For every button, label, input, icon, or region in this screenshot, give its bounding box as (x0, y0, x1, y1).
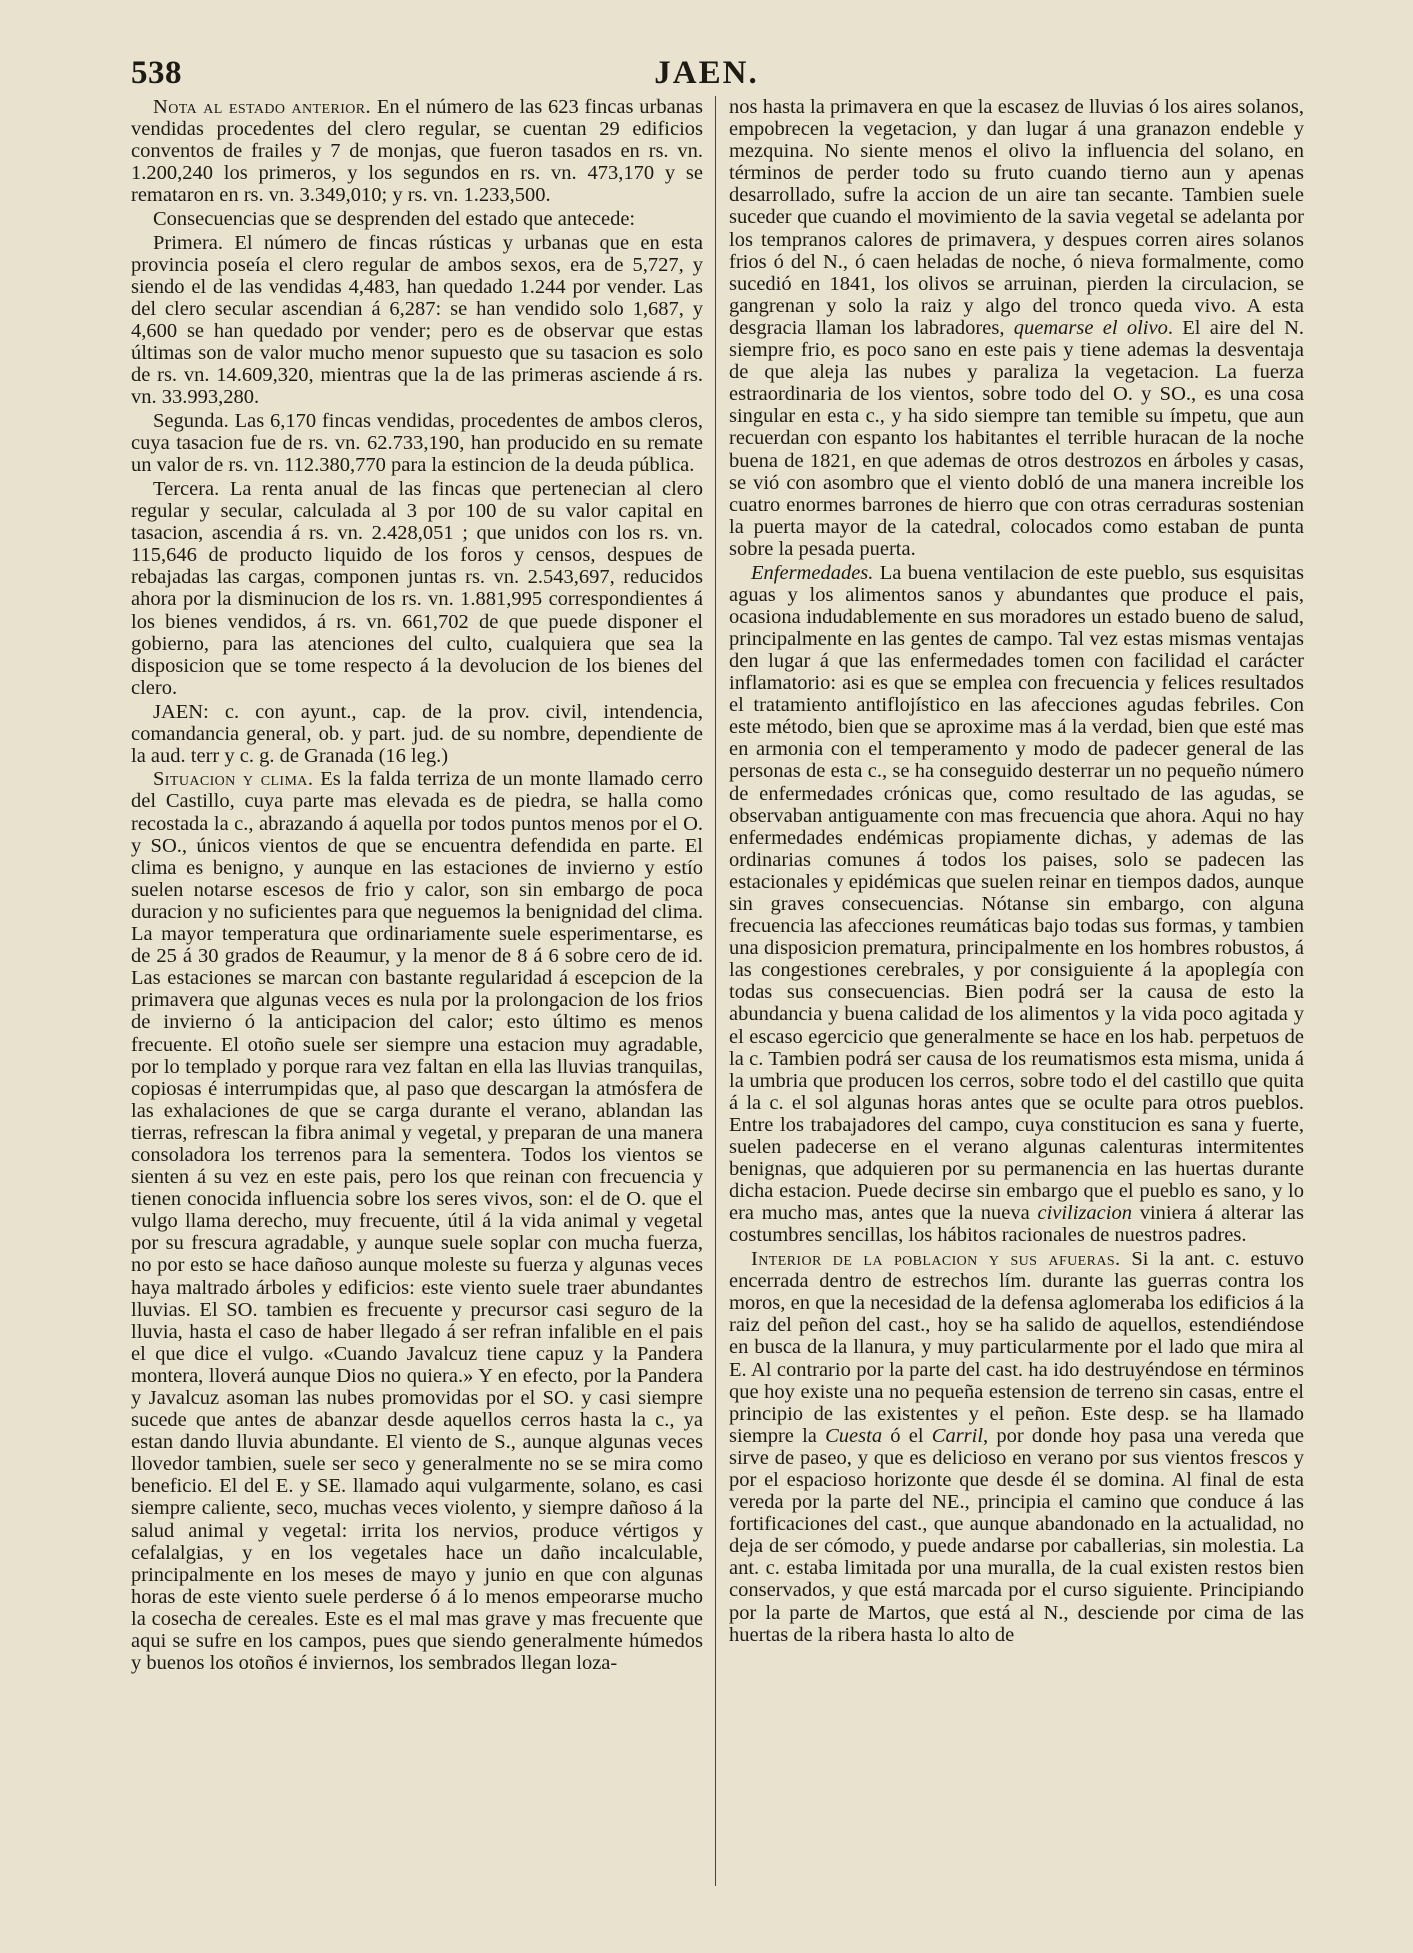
column-divider (715, 96, 716, 1886)
tercera-paragraph: Tercera. La renta anual de las fincas que pertenecian al clero regular y secular, calculada al 3 por 100 de su valor capital en tasacion, ascendia á rs. vn. 2.428,051 ; que unidos con los rs. vn. 115,646 de producto liquido de los foros y censos, despues de rebajadas las cargas, componen juntas rs. vn. 2.543,697, reducidos ahora por la disminucion de los rs. vn. 1.881,995 correspondientes á los bienes vendidos, á rs. vn. 661,702 de que puede disponer el gobierno, para las atenciones del culto, cualquiera que sea la disposicion que se tome respecto á la devolucion de los bienes del clero. (131, 477, 703, 699)
civilizacion-term: civilizacion (1037, 1202, 1132, 1225)
continuation-text: nos hasta la primavera en que la escasez de lluvias ó los aires solanos, empobrecen la vegetacion, y dan lugar á una granazon endeble y mezquina. No siente menos el olivo la influencia del solano, en términos de perder todo su fruto cuando tierno aun y apenas desarrollado, sufre la accion de un aire tan secante. Tambien suele suceder que cuando el movimiento de la savia vegetal se adelanta por los tempranos calores de primavera, y despues corren aires solanos frios ó del N., ó caen heladas de noche, ó nieva formalmente, como sucedió en 1841, los olivos se arruinan, pierden la circulacion, se gangrenan y solo la raiz y algo del tronco queda vivo. A esta desgracia llaman los labradores, (729, 96, 1304, 339)
situacion-heading: Situacion y clima. (153, 768, 314, 791)
interior-text-2: , por donde hoy pasa una vereda que sirve de paseo, y que es delicioso en verano por sus vientos frescos y por el espacioso horizonte que desde él se domina. Al final de esta vereda por la parte del NE., principia el camino que conduce á las fortificaciones del cast., que aunque abandonado en la actualidad, no deja de ser cómodo, y puede andarse por caballerias, sin molestia. La ant. c. estaba limitada por una muralla, de la cual existen restos bien conservados, y que está marcada por el curso siguiente. Principiando por la parte de Martos, que está al N., desciende por cima de las huertas de la ribera hasta lo alto de (729, 1424, 1305, 1646)
nota-paragraph (131, 96, 703, 206)
interior-text: Si la ant. c. estuvo encerrada dentro de estrechos lím. durante las guerras contra los moros, en que la necesidad de la defensa aglomeraba los edificios á la raiz del peñon del cast., hoy se ha salido de aquellos, estendiéndose en busca de la llanura, y muy particularmente por el lado que mira al E. Al contrario por la parte del cast. ha ido destruyéndose en términos que hoy existe una no pequeña estension de terreno sin casas, entre el principio de las existentes y el peñon. Este desp. se ha llamado siempre la (729, 1248, 1305, 1447)
situacion-paragraph (131, 768, 703, 1674)
segunda-paragraph: Segunda. Las 6,170 fincas vendidas, procedentes de ambos cleros, cuya tasacion fue de rs. vn. 62.733,190, han producido en su remate un valor de rs. vn. 112.380,770 para la estincion de la deuda pública. (131, 410, 703, 477)
jaen-entry: JAEN: c. con ayunt., cap. de la prov. civil, intendencia, comandancia general, ob. y part. jud. de su nombre, dependiente de la aud. terr y c. g. de Granada (16 leg.) (131, 700, 703, 767)
consecuencias-paragraph: Consecuencias que se desprenden del estado que antecede: (153, 208, 636, 231)
continuation-paragraph (729, 96, 1304, 560)
interior-heading: Interior de la poblacion y sus afueras. (751, 1248, 1121, 1271)
quemarse-term: quemarse el olivo (1013, 316, 1168, 339)
right-column (729, 96, 1304, 1647)
page-title: JAEN. (654, 55, 759, 91)
nota-heading: Nota al estado anterior. (153, 96, 372, 118)
enfermedades-heading: Enfermedades. (751, 561, 874, 584)
nota-text: En el número de las 623 fincas urbanas vendidas procedentes del clero regular, se cuentan 29 edificios conventos de frailes y 7 de monjas, que fueron tasados en rs. vn. 1.200,240 los primeros, y los segundos en rs. vn. 473,170 y se remataron en rs. vn. 3.349,010; y rs. vn. 1.233,500. (131, 96, 704, 207)
enfermedades-text: La buena ventilacion de este pueblo, sus esquisitas aguas y los alimentos sanos y abundantes que produce el pais, ocasiona indudablemente en sus moradores un estado bueno de salud, principalmente en las gentes de campo. Tal vez estas mismas ventajas den lugar á que las enfermedades tomen con facilidad el carácter inflamatorio: asi es que se emplea con frecuencia y felices resultados el tratamiento antiflojístico en las afecciones agudas febriles. Con este método, bien que se aproxime mas á la verdad, bien que esté mas en armonia con el temperamento y modo de padecer general de las personas de esta c., se ha conseguido desterrar un no pequeño número de enfermedades crónicas que, como resultado de las agudas, se observaban antiguamente con mas frecuencia que ahora. Aqui no hay enfermedades endémicas propiamente dichas, y ademas de las ordinarias comunes á todos los paises, solo se padecen las estacionales y epidémicas que suelen reinar en tiempos dados, aunque sin graves consecuencias. Nótanse sin embargo, con alguna frecuencia las afecciones reumáticas bajo todas sus formas, y tambien una disposicion prematura, principalmente en los hombres robustos, á las congestiones cerebrales, y por consiguiente á la apoplegía con todas sus consecuencias. Bien podrá ser la causa de esto la abundancia y buena calidad de los alimentos y la vida poco agitada y el escaso egercicio que generalmente se hace en los hab. perpetuos de la c. Tambien podrá ser causa de los reumatismos esta misma, unida á la umbria que producen los cerros, sobre todo el del castillo que quita á la c. el sol algunas horas antes que se oculte para otros pueblos. Entre los trabajadores del campo, cuya constitucion es sana y fuerte, suelen padecerse en el verano algunas calenturas intermitentes benignas, que adquieren por su permanencia en las huertas durante dicha estacion. Puede decirse sin embargo que el pueblo es sano, y lo era mucho mas, antes que la nueva (729, 561, 1304, 1225)
page-number: 538 (131, 55, 182, 91)
enfermedades-text-2: viniera á alterar las costumbres sencillas, los hábitos racionales de nuestros padres. (729, 1202, 1304, 1247)
continuation-text-2: . El aire del N. siempre frio, es poco sano en este pais y tiene ademas la desventaja de que aleja las nubes y paraliza la vegetacion. La fuerza estraordinaria de los vientos, sobre todo del O. y SO., es una cosa singular en esta c., y ha sido siempre tan temible su ímpetu, que aun recuerdan con espanto los habitantes el terrible huracan de la noche buena de 1821, en que ademas de otros destrozos en árboles y casas, se vió con asombro que el viento dobló de una manera increible los cuatro enormes barrones de hierro que con otras cerraduras sostenian la puerta mayor de la catedral, colocados como estaban de punta sobre la pesada puerta. (729, 316, 1305, 560)
primera-paragraph: Primera. El número de fincas rústicas y urbanas que en esta provincia poseía el clero regular de ambos sexos, era de 5,727, y siendo el de las vendidas 4,483, han quedado 1.244 por vender. Las del clero secular ascendian á 6,287: se han vendido solo 1,687, y 4,600 se han quedado por vender; pero es de observar que estas últimas son de valor mucho menor supuesto que su tasacion es solo de rs. vn. 14.609,320, mientras que la de las primeras asciende á rs. vn. 33.993,280. (131, 231, 703, 409)
cuesta-term: Cuesta (825, 1424, 883, 1447)
left-column (131, 96, 703, 1676)
interior-paragraph (729, 1248, 1304, 1646)
enfermedades-paragraph (729, 562, 1304, 1247)
situacion-text: Es la falda terriza de un monte llamado cerro del Castillo, cuya parte mas elevada es de piedra, se halla como recostada la c., abrazando á aquella por todos puntos menos por el O. y SO., únicos vientos de que se encuentra defendida en parte. El clima es benigno, y aunque en las estaciones de invierno y estío suelen notarse escesos de frio y calor, son sin embargo de poca duracion y no suficientes para que neguemos la benignidad del clima. La mayor temperatura que ordinariamente suele esperimentarse, es de 25 á 30 grados de Reaumur, y la menor de 8 á 6 sobre cero de id. Las estaciones se marcan con bastante regularidad á escepcion de la primavera que algunas veces es nula por la prolongacion de los frios de invierno ó la anticipacion del calor; esto último es menos frecuente. El otoño suele ser siempre una estacion muy agradable, por lo templado y porque rara vez faltan en ella las lluvias tranquilas, copiosas é interrumpidas que, al paso que descargan la atmósfera de las exhalaciones de que se carga durante el verano, ablandan las tierras, refrescan la fibra animal y vegetal, y preparan de una manera consoladora los terrenos para la sementera. Todos los vientos se sienten á su vez en este pais, pero los que reinan con frecuencia y tienen conocida influencia sobre los seres vivos, son: el de O. que el vulgo llama derecho, muy frecuente, útil á la vida animal y vegetal por su frescura agradable, y aunque suele soplar con mucha fuerza, no por esto se hace dañoso aunque moleste su fuerza y algunas veces haya maltrado árboles y edificios: este viento suele traer abundantes lluvias. El SO. tambien es frecuente y precursor casi seguro de la lluvia, hasta el caso de haber llegado á ser refran infalible en el pais el que dice el vulgo. «Cuando Javalcuz tiene capuz y la Pandera montera, lloverá aunque Dios no quiera.» Y en efecto, por la Pandera y Javalcuz asoman las nubes promovidas por el SO. y casi siempre sucede que antes de abanzar desde aquellos cerros hasta la c., ya estan dando lluvia abundante. El viento de S., aunque algunas veces llovedor tambien, suele ser seco y generalmente no se se mira como beneficio. El del E. y SE. llamado aqui vulgarmente, solano, es casi siempre caliente, seco, muchas veces violento, y siempre dañoso á la salud animal y vegetal: irrita los nervios, produce vértigos y cefalalgias, y en los vegetales hace un daño incalculable, principalmente en los meses de mayo y junio en que con algunas horas de este viento suele perderse ó á lo menos empeorarse mucho la cosecha de cereales. Este es el mal mas grave y mas frecuente que aqui se sufre en los campos, pues que siendo generalmente húmedos y buenos los otoños é inviernos, los sembrados llegan loza- (131, 768, 703, 1675)
carril-term: Carril (931, 1424, 984, 1447)
interior-connector: ó el (890, 1424, 924, 1447)
